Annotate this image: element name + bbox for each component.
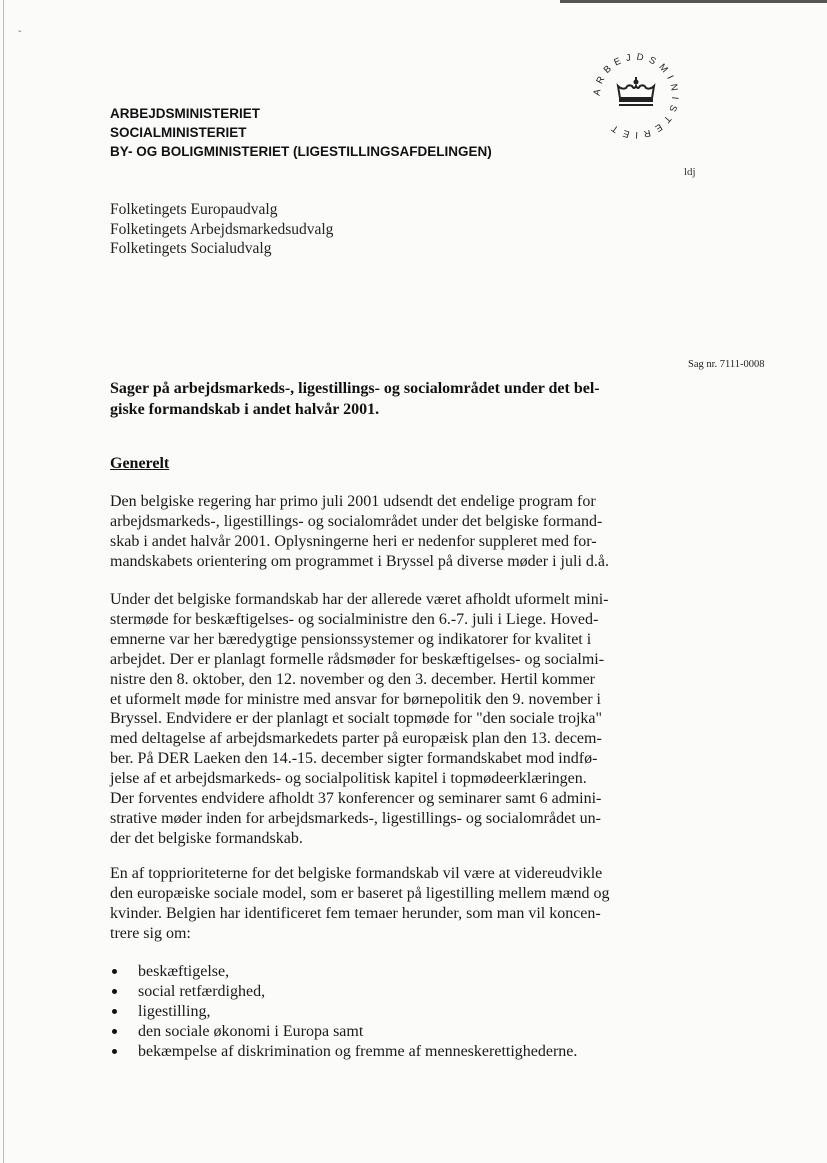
text-line: En af topprioriteterne for det belgiske formandskab vil være at videreudvikle (110, 865, 603, 882)
scan-speck: - (18, 26, 22, 37)
bullet-text: beskæftigelse, (138, 963, 230, 980)
text-line: mandskabets orientering om programmet i Bryssel på diverse møder i juli d.å. (110, 552, 609, 570)
text-line: skab i andet halvår 2001. Oplysningerne heri er nedenfor suppleret med for- (110, 532, 597, 550)
recipient-list (110, 200, 333, 259)
svg-text:ARBEJDSMINISTERIET: ARBEJDSMINISTERIET (591, 51, 681, 141)
paragraph (110, 492, 640, 572)
text-line: Der forventes endvidere afholdt 37 konferencer og seminarer samt 6 admini- (110, 790, 602, 808)
text-line: ber. På DER Laeken den 14.-15. december sigter formandskabet mod indfø- (110, 750, 598, 768)
ministry-line: BY- OG BOLIGMINISTERIET (LIGESTILLINGSAFDELINGEN) (110, 144, 492, 159)
bullet-dot-icon (112, 989, 117, 994)
scan-edge-top (560, 0, 827, 3)
text-line: nistre den 8. oktober, den 12. november og den 3. december. Hertil kommer (110, 670, 595, 688)
text-line: trere sig om: (110, 924, 191, 942)
scan-edge-left (3, 0, 4, 1163)
recipient: Folketingets Arbejdsmarkedsudvalg (110, 220, 334, 238)
section-heading: Generelt (110, 455, 170, 472)
bullet-dot-icon (112, 969, 117, 974)
crown-seal-icon (588, 46, 684, 146)
text-line: der det belgiske formandskab. (110, 829, 303, 847)
recipient: Folketingets Europaudvalg (110, 201, 278, 218)
bullet-text: social retfærdighed, (138, 982, 266, 1000)
initials: ldj (684, 166, 696, 178)
subject-line: giske formandskab i andet halvår 2001. (110, 401, 380, 418)
bullet-item (110, 982, 577, 1002)
bullet-dot-icon (112, 1029, 117, 1034)
text-line: med deltagelse af arbejdsmarkedets parter på europæisk plan den 13. decem- (110, 730, 602, 748)
ministry-line: ARBEJDSMINISTERIET (110, 106, 261, 121)
text-line: den europæiske sociale model, som er baseret på ligestilling mellem mænd og (110, 884, 610, 902)
bullet-text: den sociale økonomi i Europa samt (138, 1022, 364, 1040)
bullet-item (110, 962, 577, 982)
text-line: arbejdsmarkeds-, ligestillings- og socialområdet under det belgiske formand- (110, 512, 603, 530)
bullet-text: bekæmpelse af diskrimination og fremme af menneskerettighederne. (138, 1042, 578, 1060)
theme-bullet-list (110, 962, 577, 1062)
text-line: kvinder. Belgien har identificeret fem temaer herunder, som man vil koncen- (110, 904, 601, 922)
recipient: Folketingets Socialudvalg (110, 240, 272, 257)
bullet-dot-icon (112, 1049, 117, 1054)
bullet-item (110, 1042, 577, 1062)
text-line: arbejdet. Der er planlagt formelle rådsmøder for beskæftigelses- og socialmi- (110, 650, 605, 668)
ministry-line: SOCIALMINISTERIET (110, 125, 247, 140)
text-line: Den belgiske regering har primo juli 2001 udsendt det endelige program for (110, 493, 596, 510)
ministries-letterhead (110, 104, 492, 161)
case-number: Sag nr. 7111-0008 (688, 359, 765, 370)
text-line: et uformelt møde for ministre med ansvar for børnepolitik den 9. november i (110, 690, 601, 708)
bullet-item (110, 1002, 577, 1022)
text-line: jelse af et arbejdsmarkeds- og socialpolitisk kapitel i topmødeerklæringen. (110, 770, 587, 788)
paragraph (110, 864, 640, 944)
text-line: emnerne var her bæredygtige pensionssystemer og indikatorer for kvalitet i (110, 630, 592, 648)
text-line: Bryssel. Endvidere er der planlagt et socialt topmøde for "den sociale trojka" (110, 710, 603, 728)
text-line: strative møder inden for arbejdsmarkeds-, ligestillings- og socialområdet un- (110, 809, 601, 827)
subject-line: Sager på arbejdsmarkeds-, ligestillings- og socialområdet under det bel- (110, 380, 600, 397)
text-line: Under det belgiske formandskab har der allerede været afholdt uformelt mini- (110, 591, 609, 608)
bullet-dot-icon (112, 1009, 117, 1014)
text-line: stermøde for beskæftigelses- og socialministre den 6.-7. juli i Liege. Hoved- (110, 610, 599, 628)
subject-heading (110, 378, 640, 420)
bullet-item (110, 1022, 577, 1042)
bullet-text: ligestilling, (138, 1002, 211, 1020)
paragraph (110, 590, 640, 849)
